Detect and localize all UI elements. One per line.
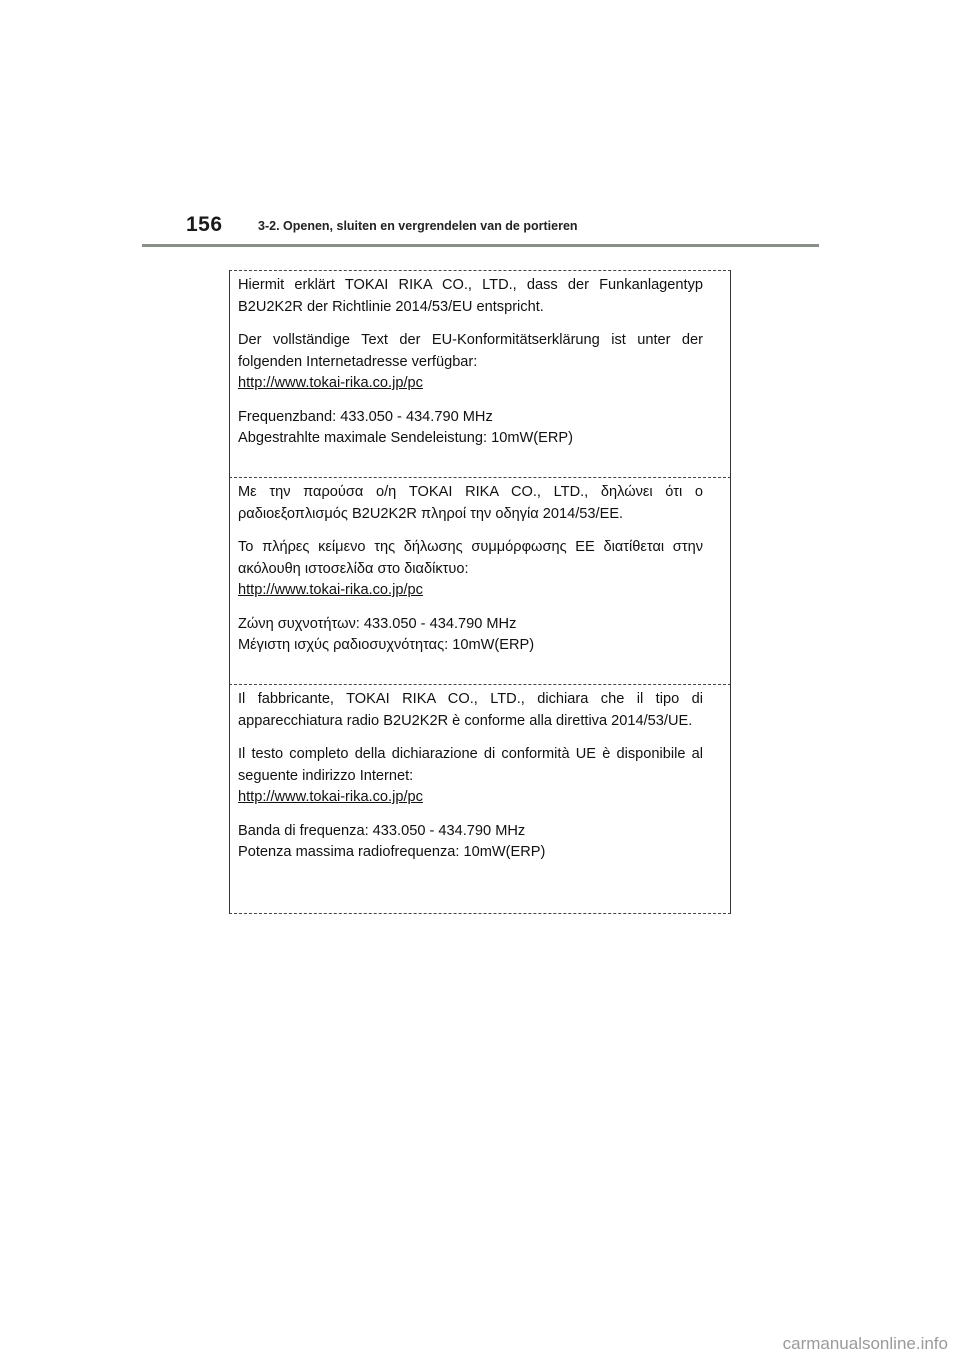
- declaration-box-de: [229, 270, 731, 477]
- frequency-text: Ζώνη συχνοτήτων: 433.050 - 434.790 MHz: [238, 615, 517, 632]
- declaration-box-el: [229, 477, 731, 684]
- availability-text: Der vollständige Text der EU-Konformitätserklärung ist unter der folgenden Internetadresse verfügbar:: [238, 332, 703, 370]
- frequency-text: Banda di frequenza: 433.050 - 434.790 MHz: [238, 822, 526, 839]
- section-title: 3-2. Openen, sluiten en vergrendelen van de portieren: [258, 219, 578, 233]
- page-number: 156: [186, 213, 223, 236]
- availability-text: Il testo completo della dichiarazione di conformità UE è disponibile al seguente indirizzo Internet:: [238, 746, 703, 784]
- declaration-text: Il fabbricante, TOKAI RIKA CO., LTD., dichiara che il tipo di apparecchiatura radio B2U2K2R è conforme alla direttiva 2014/53/UE.: [238, 691, 703, 729]
- declaration-text: Hiermit erklärt TOKAI RIKA CO., LTD., dass der Funkanlagentyp B2U2K2R der Richtlinie 2014/53/EU entspricht.: [238, 277, 703, 315]
- declaration-link[interactable]: http://www.tokai-rika.co.jp/pc: [238, 789, 423, 805]
- power-text: Μέγιστη ισχύς ραδιοσυχνότητας: 10mW(ERP): [238, 637, 535, 653]
- power-text: Potenza massima radiofrequenza: 10mW(ERP): [238, 844, 546, 860]
- declaration-text: Με την παρούσα ο/η TOKAI RIKA CO., LTD., δηλώνει ότι ο ραδιοεξοπλισμός B2U2K2R πληροί την οδηγία 2014/53/ΕΕ.: [238, 484, 703, 522]
- availability-text: Το πλήρες κείμενο της δήλωσης συμμόρφωσης ΕΕ διατίθεται στην ακόλουθη ιστοσελίδα στο διαδίκτυο:: [238, 539, 703, 577]
- watermark: carmanualsonline.info: [782, 1334, 948, 1353]
- declaration-link[interactable]: http://www.tokai-rika.co.jp/pc: [238, 375, 423, 391]
- declaration-link[interactable]: http://www.tokai-rika.co.jp/pc: [238, 582, 423, 598]
- declaration-box-it: [229, 684, 731, 914]
- frequency-text: Frequenzband: 433.050 - 434.790 MHz: [238, 408, 493, 425]
- header-rule: [142, 244, 819, 247]
- power-text: Abgestrahlte maximale Sendeleistung: 10mW(ERP): [238, 430, 573, 446]
